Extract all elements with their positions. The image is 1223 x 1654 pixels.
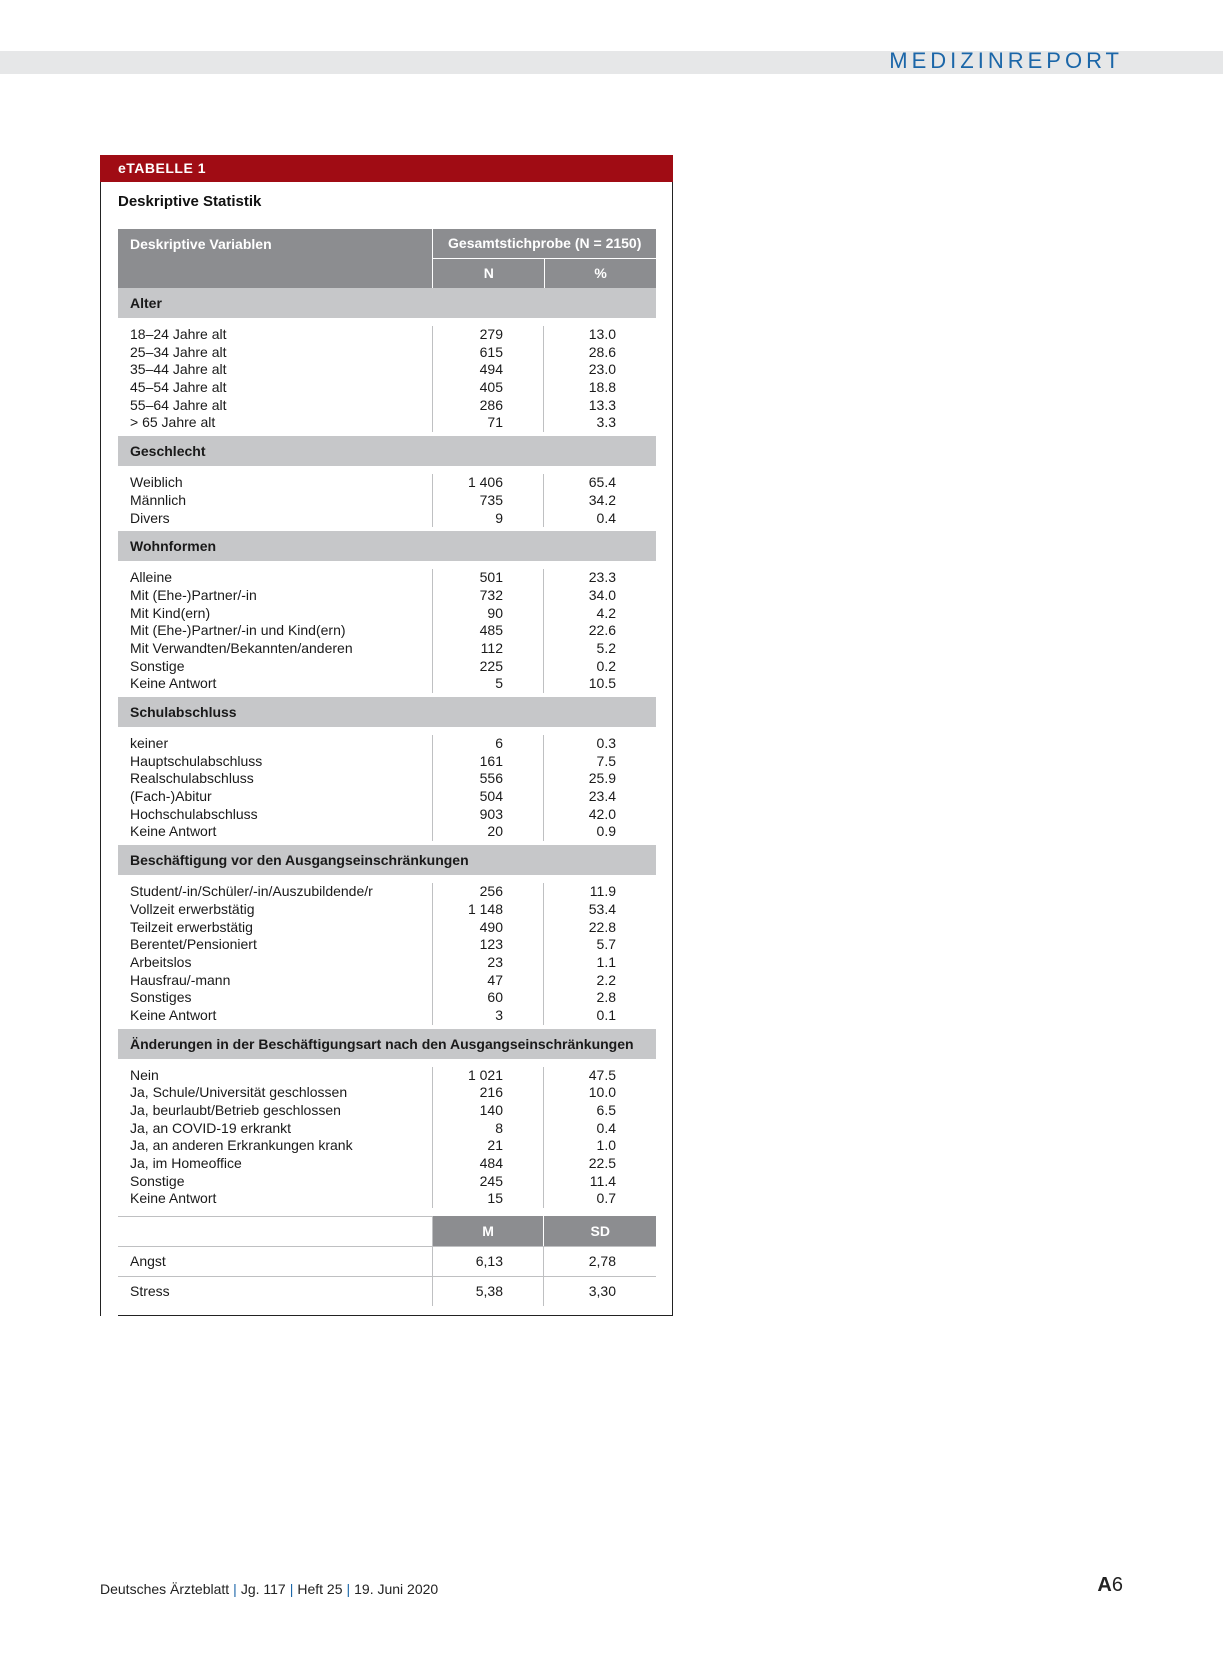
row-n: 60 <box>487 989 503 1006</box>
row-pct: 5.2 <box>596 639 616 656</box>
row-pct: 2.2 <box>596 971 616 988</box>
row-pct: 0.9 <box>596 823 616 840</box>
row-pct: 34.2 <box>588 491 616 508</box>
row-label: Sonstiges <box>130 989 192 1006</box>
label-column <box>118 1067 433 1209</box>
row-n: 112 <box>480 639 503 656</box>
scale-label: Stress <box>118 1277 433 1306</box>
section-heading: Geschlecht <box>118 436 656 466</box>
row-label: Sonstige <box>130 1172 185 1189</box>
section-body <box>118 1059 656 1213</box>
section-body <box>118 318 656 436</box>
row-label: Weiblich <box>130 474 183 491</box>
page-number <box>1097 1574 1123 1597</box>
row-label: Divers <box>130 509 170 526</box>
section-body <box>118 727 656 845</box>
row-n: 735 <box>479 491 503 508</box>
label-column <box>118 735 433 841</box>
row-pct: 6.5 <box>596 1102 616 1118</box>
row-label: Ja, beurlaubt/Betrieb geschlossen <box>130 1102 341 1118</box>
row-n: 1 021 <box>467 1066 503 1083</box>
page-prefix: A <box>1097 1574 1112 1596</box>
label-column <box>118 326 433 432</box>
row-n: 5 <box>495 675 503 692</box>
row-pct: 0.3 <box>596 735 616 751</box>
table-header <box>118 229 656 288</box>
row-pct: 0.4 <box>596 1119 616 1136</box>
row-pct: 1.1 <box>596 953 616 970</box>
row-n: 8 <box>495 1119 503 1136</box>
label-column <box>118 883 433 1025</box>
row-pct: 22.5 <box>588 1155 616 1172</box>
section-heading: Beschäftigung vor den Ausgangseinschränkungen <box>118 845 656 875</box>
row-n: 90 <box>487 604 503 621</box>
data-table <box>118 229 656 1306</box>
row-label: Mit (Ehe-)Partner/-in <box>130 586 257 603</box>
row-n: 405 <box>479 379 503 396</box>
footer-separator: | <box>233 1581 237 1597</box>
header-pct: % <box>594 265 607 281</box>
row-pct: 4.2 <box>596 604 616 621</box>
n-column <box>433 1067 544 1209</box>
ms-header <box>118 1216 656 1246</box>
header-m: M <box>433 1216 545 1246</box>
row-pct: 7.5 <box>596 752 616 769</box>
row-n: 485 <box>479 622 503 639</box>
row-pct: 0.4 <box>596 509 616 526</box>
row-label: Teilzeit erwerbstätig <box>130 918 253 935</box>
row-label: keiner <box>130 735 169 751</box>
row-n: 490 <box>479 918 503 935</box>
header-subcols <box>433 259 656 288</box>
row-n: 245 <box>479 1172 503 1189</box>
scale-sd: 2,78 <box>588 1253 616 1270</box>
row-label: (Fach-)Abitur <box>130 788 212 805</box>
row-pct: 11.4 <box>589 1172 616 1189</box>
row-pct: 18.8 <box>588 379 616 396</box>
row-pct: 0.2 <box>596 657 616 674</box>
page-number-value: 6 <box>1111 1574 1123 1596</box>
row-label: Nein <box>130 1066 159 1083</box>
row-n: 279 <box>479 326 503 342</box>
row-n: 140 <box>479 1102 503 1118</box>
row-label: Alleine <box>130 569 173 586</box>
row-n: 494 <box>479 361 503 378</box>
frame-mask-left <box>101 230 118 1330</box>
row-n: 615 <box>479 343 503 360</box>
footer-journal: Deutsches Ärzteblatt <box>100 1581 230 1597</box>
row-label: Männlich <box>130 491 187 508</box>
pct-column <box>544 326 656 432</box>
table-sections <box>118 288 656 1212</box>
row-n: 216 <box>479 1084 503 1101</box>
footer-issue: Heft 25 <box>297 1581 343 1597</box>
footer-date: 19. Juni 2020 <box>354 1581 439 1597</box>
section-body <box>118 875 656 1029</box>
pct-column <box>544 883 656 1025</box>
ms-header-blank <box>118 1216 433 1246</box>
row-pct: 11.9 <box>589 883 616 900</box>
row-n: 484 <box>479 1155 503 1172</box>
scale-rows <box>118 1246 656 1306</box>
row-pct: 3.3 <box>596 414 616 431</box>
row-label: Mit Verwandten/Bekannten/anderen <box>130 639 353 656</box>
scale-sd: 3,30 <box>588 1283 616 1300</box>
row-label: 18–24 Jahre alt <box>130 326 227 342</box>
row-label: Berentet/Pensioniert <box>130 936 257 953</box>
row-n: 23 <box>487 953 503 970</box>
row-label: Ja, im Homeoffice <box>130 1155 242 1172</box>
row-label: Realschulabschluss <box>130 770 254 787</box>
section-heading: Änderungen in der Beschäftigungsart nach den Ausgangseinschränkungen <box>118 1029 656 1059</box>
scale-m: 6,13 <box>433 1247 544 1276</box>
pct-column <box>544 735 656 841</box>
n-column <box>433 474 544 527</box>
row-label: Ja, Schule/Universität geschlossen <box>130 1084 348 1101</box>
row-label: Ja, an anderen Erkrankungen krank <box>130 1137 353 1154</box>
footer-separator: | <box>346 1581 351 1597</box>
row-pct: 47.5 <box>588 1066 616 1083</box>
label-column <box>118 569 433 693</box>
row-pct: 28.6 <box>588 343 616 360</box>
row-label: Keine Antwort <box>130 675 217 692</box>
section-heading: Wohnformen <box>118 531 656 561</box>
row-label: 35–44 Jahre alt <box>130 361 227 378</box>
row-pct: 53.4 <box>588 900 616 917</box>
scale-label: Angst <box>118 1247 433 1276</box>
row-label: Vollzeit erwerbstätig <box>130 900 255 917</box>
n-column <box>433 735 544 841</box>
header-n: N <box>433 259 545 288</box>
n-column <box>433 883 544 1025</box>
footer-volume: Jg. 117 <box>240 1581 286 1597</box>
row-label: 45–54 Jahre alt <box>130 379 227 396</box>
header-sd: SD <box>544 1216 656 1246</box>
row-label: Arbeitslos <box>130 953 192 970</box>
header-sample <box>432 229 656 288</box>
n-column <box>433 326 544 432</box>
row-n: 501 <box>479 569 503 586</box>
row-n: 47 <box>487 971 503 988</box>
row-label: Student/-in/Schüler/-in/Auszubildende/r <box>130 883 373 900</box>
pct-column <box>544 474 656 527</box>
row-n: 903 <box>479 805 503 822</box>
row-pct: 13.3 <box>588 396 616 413</box>
row-pct: 22.8 <box>588 918 616 935</box>
row-pct: 42.0 <box>588 805 616 822</box>
row-label: Keine Antwort <box>130 1006 217 1023</box>
row-n: 161 <box>479 752 503 769</box>
row-label: > 65 Jahre alt <box>130 414 216 431</box>
footer <box>100 1581 438 1597</box>
row-pct: 10.5 <box>588 675 616 692</box>
label-column <box>118 474 433 527</box>
row-n: 21 <box>487 1137 503 1154</box>
row-n: 3 <box>495 1006 503 1023</box>
row-n: 123 <box>479 936 503 953</box>
header-variables: Deskriptive Variablen <box>130 236 272 252</box>
pct-column <box>544 569 656 693</box>
row-pct: 1.0 <box>596 1137 616 1154</box>
row-pct: 34.0 <box>588 586 616 603</box>
row-n: 225 <box>479 657 503 674</box>
scale-m: 5,38 <box>433 1277 544 1306</box>
section-body <box>118 466 656 531</box>
row-pct: 0.7 <box>596 1190 616 1207</box>
section-heading: Alter <box>118 288 656 318</box>
row-pct: 0.1 <box>596 1006 616 1023</box>
row-n: 256 <box>479 883 503 900</box>
row-n: 504 <box>479 788 503 805</box>
table-row <box>118 1246 656 1277</box>
row-pct: 2.8 <box>596 989 616 1006</box>
row-label: Keine Antwort <box>130 823 217 840</box>
row-n: 6 <box>495 735 503 751</box>
row-n: 1 406 <box>467 474 503 491</box>
row-label: Sonstige <box>130 657 185 674</box>
row-label: Hauptschulabschluss <box>130 752 263 769</box>
row-label: 55–64 Jahre alt <box>130 396 227 413</box>
row-n: 556 <box>479 770 503 787</box>
row-n: 20 <box>487 823 503 840</box>
row-n: 1 148 <box>467 900 503 917</box>
row-n: 15 <box>487 1190 503 1207</box>
row-label: Mit (Ehe-)Partner/-in und Kind(ern) <box>130 622 346 639</box>
row-pct: 13.0 <box>588 326 616 342</box>
row-n: 286 <box>479 396 503 413</box>
table-row <box>118 1277 656 1306</box>
row-pct: 25.9 <box>588 770 616 787</box>
row-n: 9 <box>495 509 503 526</box>
row-n: 71 <box>487 414 503 431</box>
pct-column <box>544 1067 656 1209</box>
row-label: Ja, an COVID-19 erkrankt <box>130 1119 292 1136</box>
row-label: Keine Antwort <box>130 1190 217 1207</box>
table-title: Deskriptive Statistik <box>118 193 262 210</box>
row-label: Hausfrau/-mann <box>130 971 231 988</box>
row-pct: 23.0 <box>588 361 616 378</box>
row-pct: 23.4 <box>588 788 616 805</box>
row-pct: 22.6 <box>588 622 616 639</box>
section-body <box>118 561 656 697</box>
row-n: 732 <box>479 586 503 603</box>
row-pct: 10.0 <box>588 1084 616 1101</box>
row-label: 25–34 Jahre alt <box>130 343 227 360</box>
footer-separator: | <box>289 1581 294 1597</box>
section-heading: Schulabschluss <box>118 697 656 727</box>
header-total: Gesamtstichprobe (N = 2150) <box>433 229 656 259</box>
section-label: MEDIZINREPORT <box>889 48 1123 73</box>
row-pct: 65.4 <box>588 474 616 491</box>
row-pct: 5.7 <box>596 936 616 953</box>
n-column <box>433 569 544 693</box>
row-label: Mit Kind(ern) <box>130 604 211 621</box>
row-pct: 23.3 <box>588 569 616 586</box>
table-tag: eTABELLE 1 <box>100 155 673 182</box>
row-label: Hochschulabschluss <box>130 805 258 822</box>
